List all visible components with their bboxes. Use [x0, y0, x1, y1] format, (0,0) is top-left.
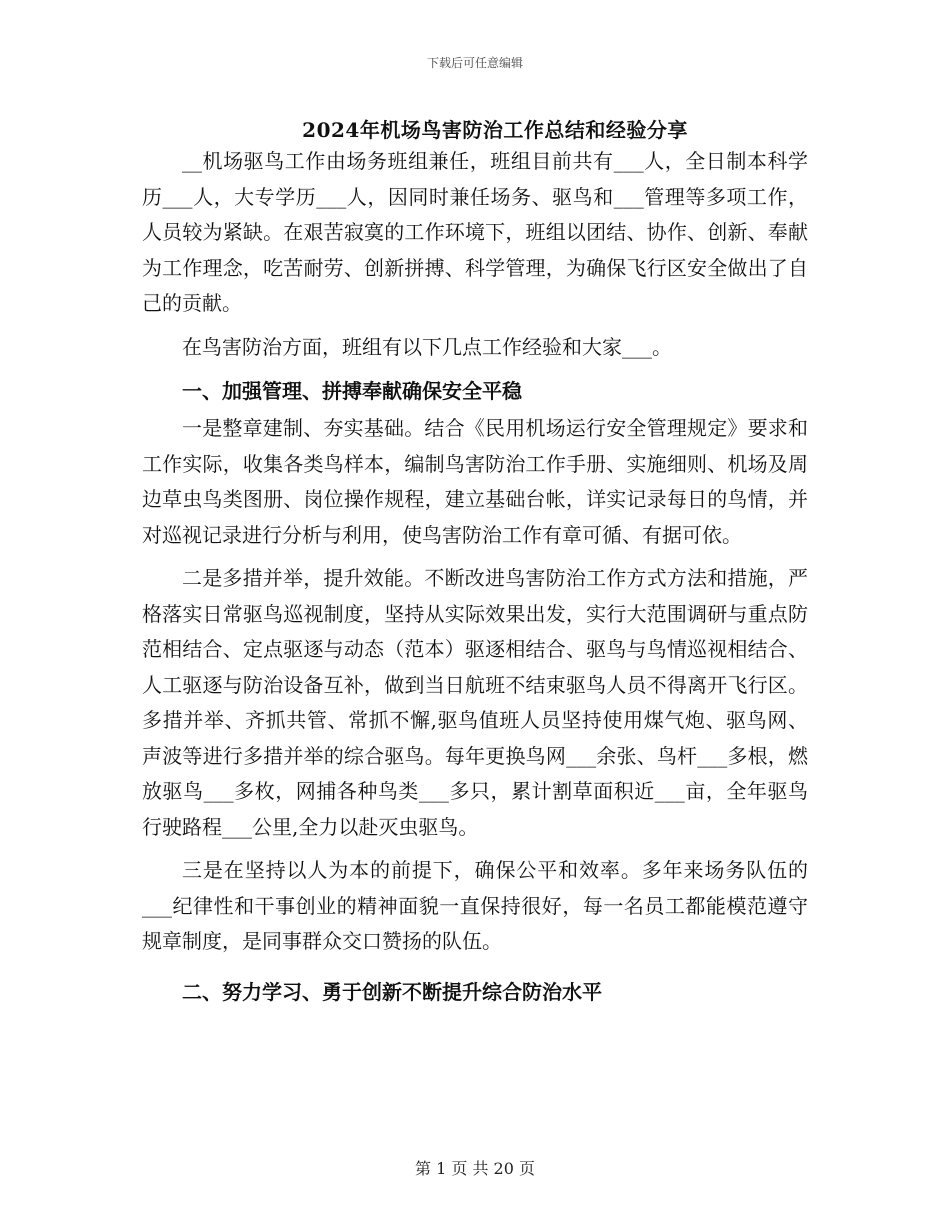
section-heading-2: 二、努力学习、勇于创新不断提升综合防治水平 [182, 979, 602, 1004]
section-heading-1: 一、加强管理、拼搏奉献确保安全平稳 [182, 379, 522, 403]
paragraph-point-3: 三是在坚持以人为本的前提下，确保公平和效率。多年来场务队伍的___纪律性和干事创业的精神面貌一直保持很好，每一名员工都能模范遵守规章制度，是同事群众交口赞扬的队伍。 [142, 858, 808, 953]
document-title: 2024年机场鸟害防治工作总结和经验分享 [302, 118, 688, 142]
paragraph-point-1: 一是整章建制、夯实基础。结合《民用机场运行安全管理规定》要求和工作实际，收集各类鸟样本，编制鸟害防治工作手册、实施细则、机场及周边草虫鸟类图册、岗位操作规程，建立基础台帐，详实记录每日的鸟情，并对巡视记录进行分析与利用，使鸟害防治工作有章可循、有据可依。 [142, 416, 808, 547]
document-body [142, 144, 808, 1012]
paragraph-lead: 在鸟害防治方面，班组有以下几点工作经验和大家___。 [182, 334, 672, 359]
paragraph-point-2: 二是多措并举，提升效能。不断改进鸟害防治工作方式方法和措施，严格落实日常驱鸟巡视制度，坚持从实际效果出发，实行大范围调研与重点防范相结合、定点驱逐与动态（范本）驱逐相结合、驱鸟与鸟情巡视相结合、人工驱逐与防治设备互补，做到当日航班不结束驱鸟人员不得离开飞行区。多措并举、齐抓共管、常抓不懈,驱鸟值班人员坚持使用煤气炮、驱鸟网、声波等进行多措并举的综合驱鸟。每年更换鸟网___余张、鸟杆___多根，燃放驱鸟___多枚，网捕各种鸟类___多只，累计割草面积近___亩，全年驱鸟行驶路程___公里,全力以赴灭虫驱鸟。 [142, 566, 808, 839]
page-header: 下载后可任意编辑 [426, 56, 523, 70]
page-number: 第 1 页 共 20 页 [415, 1159, 535, 1178]
paragraph-intro: __机场驱鸟工作由场务班组兼任，班组目前共有___人，全日制本科学历___人，大专学历___人，因同时兼任场务、驱鸟和___管理等多项工作，人员较为紧缺。在艰苦寂寞的工作环境下，班组以团结、协作、创新、奉献为工作理念，吃苦耐劳、创新拼搏、科学管理，为确保飞行区安全做出了自己的贡献。 [142, 149, 808, 315]
